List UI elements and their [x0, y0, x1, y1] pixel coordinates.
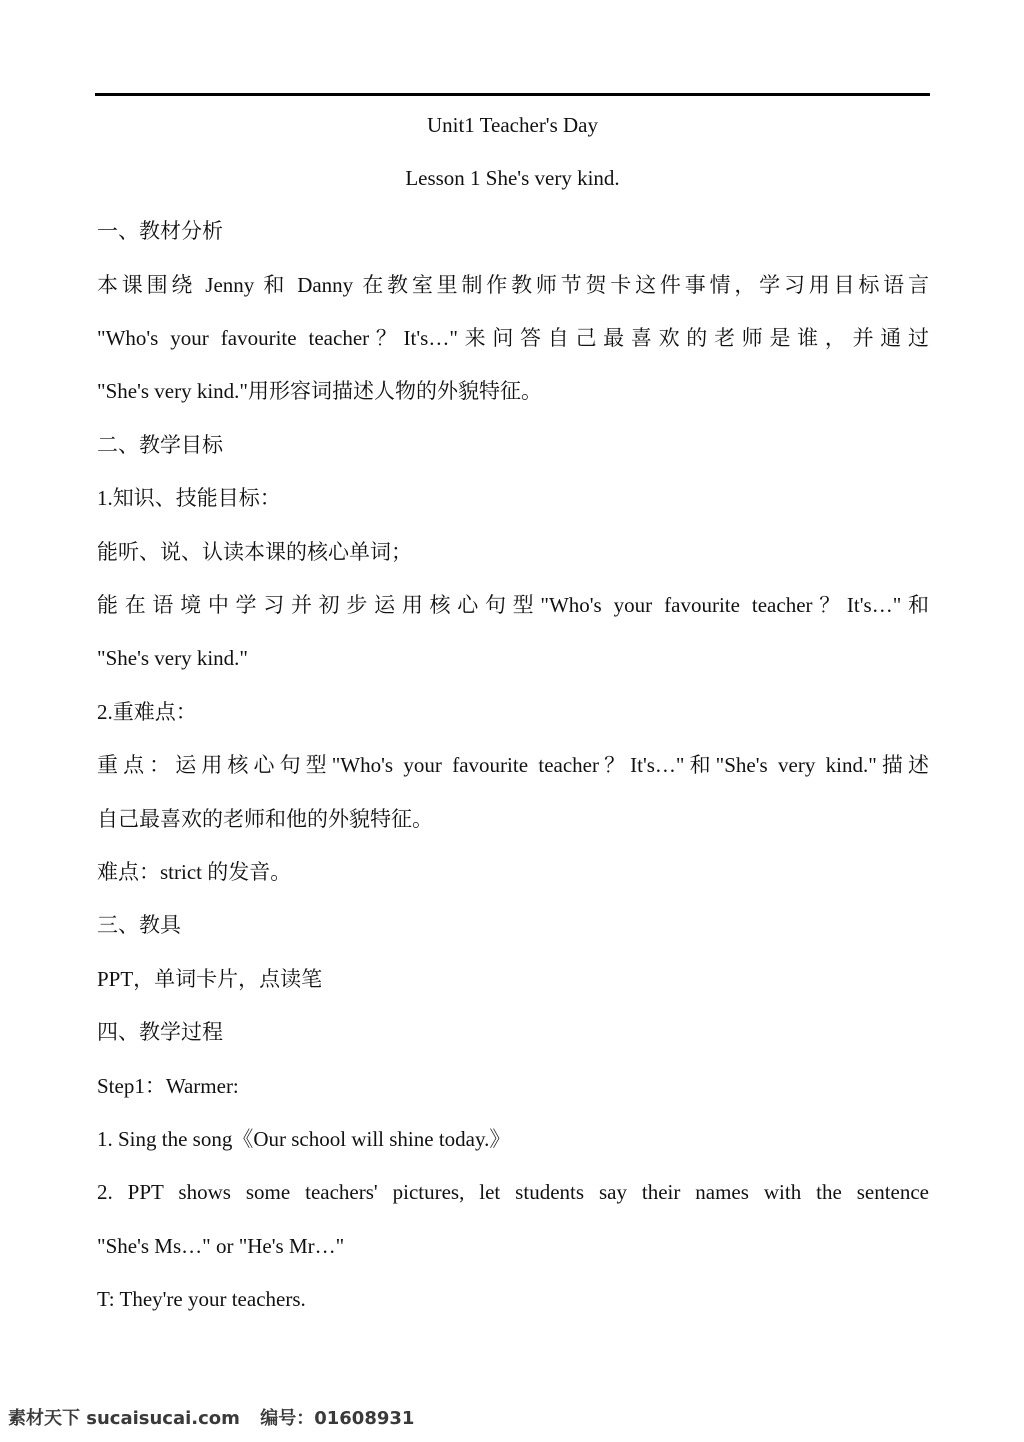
subheading: 2.重难点： — [97, 700, 197, 724]
paragraph-line: 本课围绕 Jenny 和 Danny 在教室里制作教师节贺卡这件事情，学习用目标语言 — [97, 273, 929, 297]
watermark-id: 编号：01608931 — [260, 1408, 415, 1429]
watermark-site: 素材天下 sucaisucai.com — [8, 1408, 240, 1429]
paragraph-line: 重点：运用核心句型"Who's your favourite teacher？It's…"和"She's very kind."描述 — [97, 753, 929, 777]
paragraph-line: "She's very kind."用形容词描述人物的外貌特征。 — [97, 379, 542, 403]
document-title: Unit1 Teacher's Day — [426, 113, 599, 137]
section-heading: 三、教具 — [97, 913, 181, 937]
subheading: 1.知识、技能目标： — [97, 486, 281, 510]
section-heading: 四、教学过程 — [97, 1020, 223, 1044]
paragraph-line: PPT，单词卡片，点读笔 — [97, 967, 323, 991]
document-subtitle: Lesson 1 She's very kind. — [405, 166, 620, 190]
paragraph-line: "She's very kind." — [97, 646, 248, 670]
paragraph-line: 难点：strict 的发音。 — [97, 860, 292, 884]
section-heading: 一、教材分析 — [97, 219, 223, 243]
watermark — [8, 1404, 428, 1434]
paragraph-line: 能听、说、认读本课的核心单词； — [97, 540, 412, 564]
step-heading: Step1：Warmer: — [97, 1074, 239, 1098]
paragraph-line: "She's Ms…" or "He's Mr…" — [97, 1234, 345, 1258]
top-rule — [95, 93, 930, 96]
paragraph-line: 1. Sing the song《Our school will shine today.》 — [97, 1127, 511, 1151]
paragraph-line: "Who's your favourite teacher？It's…"来问答自己最喜欢的老师是谁，并通过 — [97, 326, 929, 350]
paragraph-line: T: They're your teachers. — [97, 1287, 306, 1311]
paragraph-line: 自己最喜欢的老师和他的外貌特征。 — [97, 807, 433, 831]
section-heading: 二、教学目标 — [97, 433, 223, 457]
paragraph-line: 2. PPT shows some teachers' pictures, let students say their names with the sentence — [97, 1180, 929, 1204]
paragraph-line: 能在语境中学习并初步运用核心句型"Who's your favourite teacher？It's…"和 — [97, 593, 929, 617]
